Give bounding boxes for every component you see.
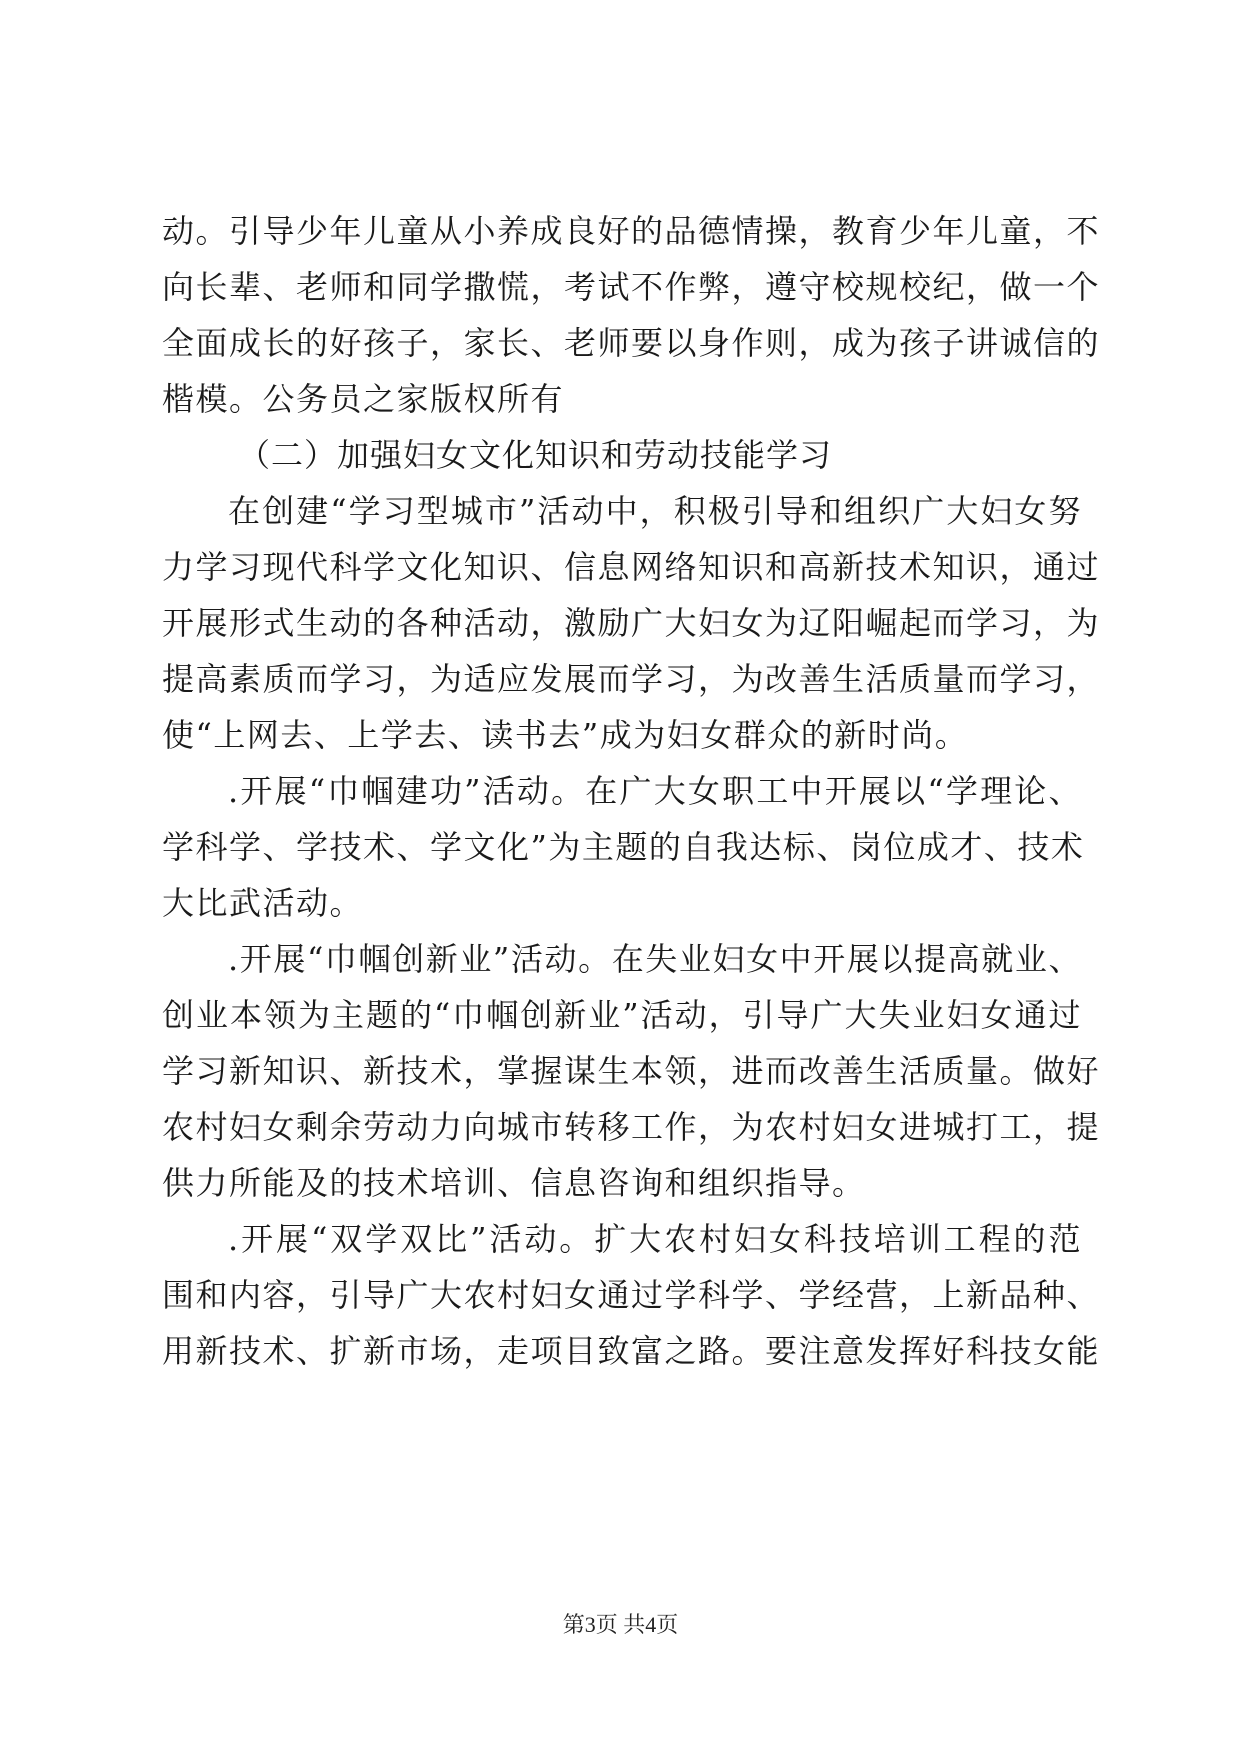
- body-line: 楷模。公务员之家版权所有: [162, 380, 565, 418]
- body-line: 学习新知识、新技术，掌握谋生本领，进而改善生活质量。做好: [162, 1052, 1101, 1090]
- paragraph-first-line: .开展“巾帼建功”活动。在广大女职工中开展以“学理论、: [228, 772, 1082, 810]
- body-line: 全面成长的好孩子，家长、老师要以身作则，成为孩子讲诚信的: [162, 324, 1101, 362]
- paragraph-first-line: .开展“巾帼创新业”活动。在失业妇女中开展以提高就业、: [228, 940, 1082, 978]
- body-line: 向长辈、老师和同学撒慌，考试不作弊，遵守校规校纪，做一个: [162, 268, 1101, 306]
- body-line: 力学习现代科学文化知识、信息网络知识和高新技术知识，通过: [162, 548, 1101, 586]
- paragraph-first-line: 在创建“学习型城市”活动中，积极引导和组织广大妇女努: [228, 492, 1082, 530]
- body-line: 创业本领为主题的“巾帼创新业”活动，引导广大失业妇女通过: [162, 996, 1082, 1034]
- body-line: 用新技术、扩新市场，走项目致富之路。要注意发挥好科技女能: [162, 1332, 1101, 1370]
- paragraph-first-line: .开展“双学双比”活动。扩大农村妇女科技培训工程的范: [228, 1220, 1082, 1258]
- body-line: 大比武活动。: [162, 884, 364, 922]
- body-line: 动。引导少年儿童从小养成良好的品德情操，教育少年儿童，不: [162, 212, 1101, 250]
- body-line: 使“上网去、上学去、读书去”成为妇女群众的新时尚。: [162, 716, 969, 754]
- section-heading: （二）加强妇女文化知识和劳动技能学习: [238, 436, 833, 474]
- body-line: 提高素质而学习，为适应发展而学习，为改善生活质量而学习，: [162, 660, 1101, 698]
- body-line: 供力所能及的技术培训、信息咨询和组织指导。: [162, 1164, 866, 1202]
- page-number-footer: 第3页 共4页: [562, 1612, 679, 1637]
- body-line: 围和内容，引导广大农村妇女通过学科学、学经营，上新品种、: [162, 1276, 1101, 1314]
- body-line: 学科学、学技术、学文化”为主题的自我达标、岗位成才、技术: [162, 828, 1085, 866]
- body-line: 开展形式生动的各种活动，激励广大妇女为辽阳崛起而学习，为: [162, 604, 1101, 642]
- body-line: 农村妇女剩余劳动力向城市转移工作，为农村妇女进城打工，提: [162, 1108, 1101, 1146]
